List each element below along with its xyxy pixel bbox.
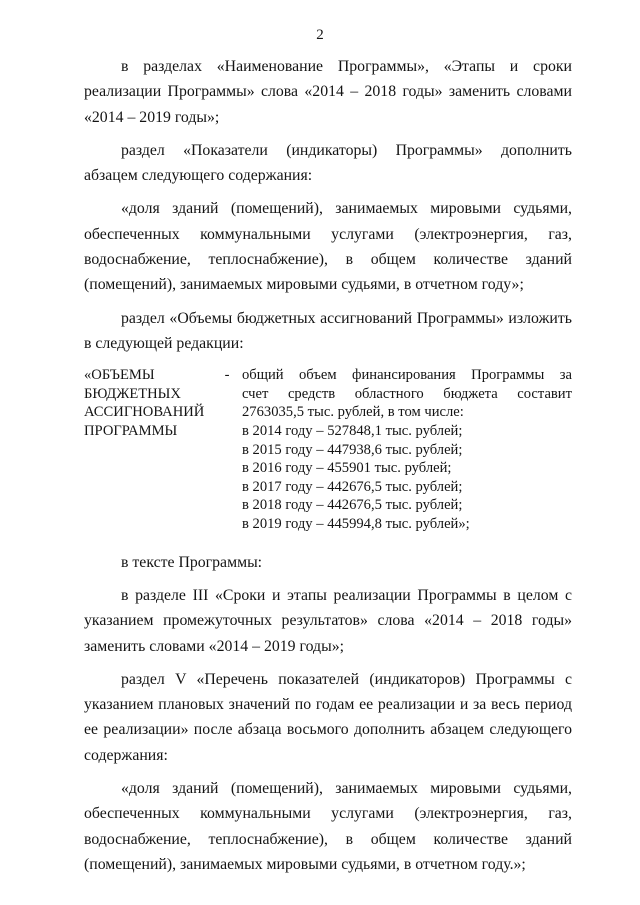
- paragraph: раздел «Объемы бюджетных ассигнований Программы» изложить в следующей редакции:: [84, 309, 572, 352]
- caption-line: БЮДЖЕТНЫХ: [84, 385, 181, 402]
- paragraph: раздел «Показатели (индикаторы) Программы» дополнить абзацем следующего содержания:: [84, 141, 572, 185]
- paragraph: раздел V «Перечень показателей (индикаторов) Программы с указанием плановых значений по годам ее реализации и за весь период ее реализации» после абзаца восьмого дополнить абзацем следующего содержания:: [84, 670, 572, 764]
- caption-line: ПРОГРАММЫ: [84, 423, 178, 440]
- caption-line: АССИГНОВАНИЙ: [84, 404, 205, 421]
- table-line: в 2019 году – 445994,8 тыс. рублей»;: [242, 516, 470, 533]
- table-line: в 2015 году – 447938,6 тыс. рублей;: [242, 441, 463, 458]
- page-number: 2: [316, 27, 324, 43]
- quoted-paragraph: «доля зданий (помещений), занимаемых мировыми судьями, обеспеченных коммунальными услугами (электроэнергия, газ, водоснабжение, теплоснабжение), в общем количестве зданий (помещений), занимаемых мировыми судьями, в отчетном году.»;: [84, 779, 572, 873]
- table-line: в 2018 году – 442676,5 тыс. рублей;: [242, 497, 463, 514]
- budget-table: [84, 366, 572, 533]
- quoted-paragraph: «доля зданий (помещений), занимаемых мировыми судьями, обеспеченных коммунальными услугами (электроэнергия, газ, водоснабжение, теплоснабжение), в общем количестве зданий (помещений), занимаемых мировыми судьями, в отчетном году»;: [84, 200, 572, 294]
- table-line: в 2014 году – 527848,1 тыс. рублей;: [242, 423, 463, 440]
- document-body: [84, 54, 572, 885]
- table-line: в 2017 году – 442676,5 тыс. рублей;: [242, 478, 463, 495]
- table-line: счет средств областного бюджета составит: [242, 385, 572, 402]
- paragraph: в разделах «Наименование Программы», «Этапы и сроки реализации Программы» слова «2014 – 2018 годы» заменить словами «2014 – 2019 годы»;: [84, 58, 572, 126]
- table-dash: -: [224, 367, 230, 384]
- caption-line: «ОБЪЕМЫ: [84, 367, 155, 384]
- budget-table-text: [242, 366, 572, 533]
- table-line: общий объем финансирования Программы за: [242, 367, 572, 384]
- paragraph: в тексте Программы:: [121, 553, 263, 571]
- table-line: в 2016 году – 455901 тыс. рублей;: [242, 460, 452, 477]
- table-line: 2763035,5 тыс. рублей, в том числе:: [242, 404, 464, 421]
- budget-table-caption: [84, 366, 212, 533]
- paragraph: в разделе III «Сроки и этапы реализации Программы в целом с указанием промежуточных результатов» слова «2014 – 2018 годы» заменить словами «2014 – 2019 годы»;: [84, 586, 572, 655]
